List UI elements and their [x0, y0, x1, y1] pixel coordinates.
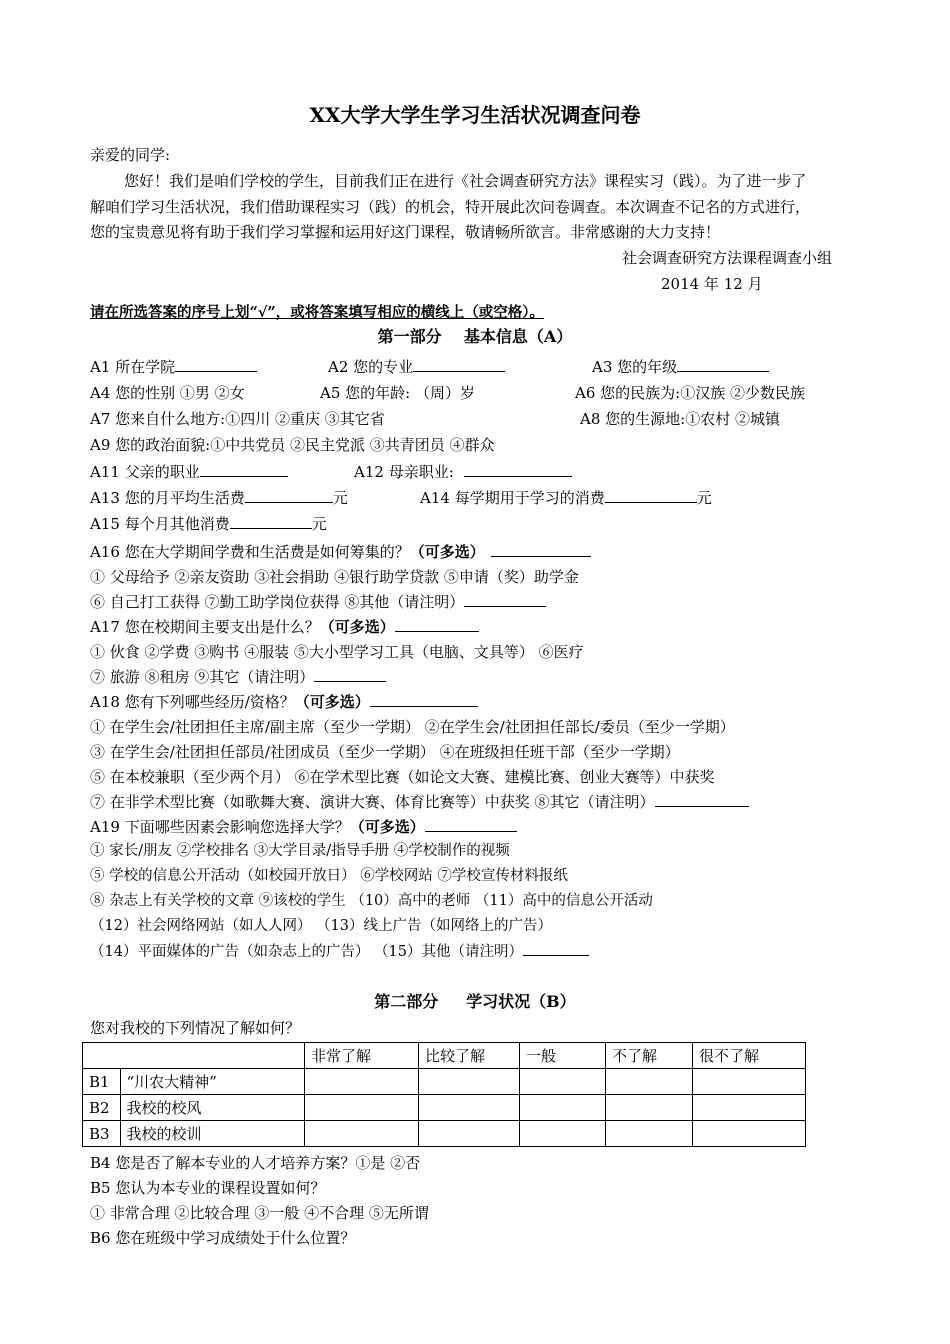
table-row: [83, 1069, 806, 1095]
letter-date: 2014 年 12 月: [661, 275, 763, 293]
question-a9[interactable]: A9 您的政治面貌:①中共党员 ②民主党派 ③共青团员 ④群众: [90, 436, 495, 454]
question-b4[interactable]: B4 您是否了解本专业的人才培养方案？①是 ②否: [90, 1154, 421, 1172]
answer-cell[interactable]: [606, 1095, 693, 1121]
answer-cell[interactable]: [419, 1095, 520, 1121]
question-a14: [420, 488, 712, 508]
a16-options-line-2[interactable]: [90, 592, 546, 612]
a15-label: A15 每个月其他消费: [90, 515, 230, 533]
a2-answer-blank[interactable]: [413, 357, 505, 372]
table-corner-cell: [120, 1043, 305, 1069]
column-header: 非常了解: [305, 1043, 419, 1069]
a17-other-blank[interactable]: [314, 667, 386, 682]
question-a15: [90, 514, 327, 534]
table-header-row: [83, 1043, 806, 1069]
question-a17: [90, 617, 479, 637]
a18-label: A18 您有下列哪些经历/资格？: [90, 693, 295, 711]
table-row: [83, 1095, 806, 1121]
question-b5: B5 您认为本专业的课程设置如何？: [90, 1179, 326, 1197]
question-a11: [90, 462, 288, 482]
column-header: 很不了解: [693, 1043, 806, 1069]
a19-other-blank[interactable]: [523, 941, 589, 956]
answer-cell[interactable]: [305, 1095, 419, 1121]
question-a12: [354, 462, 572, 482]
question-a13: [90, 488, 348, 508]
b5-options[interactable]: ① 非常合理 ②比较合理 ③一般 ④不合理 ⑤无所谓: [90, 1204, 429, 1222]
a17-answer-blank[interactable]: [395, 617, 479, 632]
a17-label: A17 您在校期间主要支出是什么？: [90, 618, 320, 636]
a18-other-blank[interactable]: [655, 792, 749, 807]
awareness-table: [82, 1042, 806, 1147]
row-label: 我校的校风: [120, 1095, 305, 1121]
column-header: 一般: [520, 1043, 606, 1069]
a19-options-line-5[interactable]: [90, 941, 589, 962]
a13-unit: 元: [332, 489, 348, 507]
letter-paragraph-line-3: 您的宝贵意见将有助于我们学习掌握和运用好这门课程，敬请畅所欲言。非常感谢的大力支持！: [90, 223, 721, 241]
a17-options-line-2-text: ⑦ 旅游 ⑧租房 ⑨其它（请注明）: [90, 668, 315, 686]
greeting: 亲爱的同学:: [90, 146, 171, 164]
question-a19: [90, 817, 517, 837]
a12-answer-blank[interactable]: [464, 462, 572, 477]
question-a5[interactable]: A5 您的年龄: （周）岁: [320, 384, 475, 402]
a19-multi-select-note: （可多选）: [349, 818, 425, 836]
a12-label: A12 母亲职业:: [354, 463, 454, 481]
a18-options-line-4[interactable]: [90, 792, 749, 812]
row-id: B3: [83, 1121, 121, 1147]
a19-options-line-3[interactable]: ⑧ 杂志上有关学校的文章 ⑨该校的学生 （10）高中的老师 （11）高中的信息公开活动: [90, 893, 653, 909]
answer-cell[interactable]: [520, 1069, 606, 1095]
question-a1: [90, 357, 257, 377]
a13-answer-blank[interactable]: [245, 488, 333, 503]
question-a2: [328, 357, 505, 377]
row-label: “川农大精神”: [120, 1069, 305, 1095]
a16-label: A16 您在大学期间学费和生活费是如何筹集的？: [90, 543, 410, 561]
answer-cell[interactable]: [520, 1121, 606, 1147]
letter-paragraph-line-2: 解咱们学习生活状况，我们借助课程实习（践）的机会，特开展此次问卷调查。本次调查不记名的方式进行，: [90, 198, 811, 216]
answer-cell[interactable]: [693, 1069, 806, 1095]
a1-label: A1 所在学院: [90, 358, 176, 376]
a17-options-line-2[interactable]: [90, 667, 386, 687]
answer-cell[interactable]: [520, 1095, 606, 1121]
question-a3: [592, 357, 769, 377]
part-one-heading: 第一部分 基本信息（A）: [377, 327, 573, 346]
a11-answer-blank[interactable]: [200, 462, 288, 477]
a19-options-line-2[interactable]: ⑤ 学校的信息公开活动（如校园开放日） ⑥学校网站 ⑦学校宣传材料报纸: [90, 868, 568, 884]
instruction-text: 请在所选答案的序号上划“√”，或将答案填写相应的横线上（或空格）。: [90, 304, 544, 321]
a3-label: A3 您的年级: [592, 358, 678, 376]
a18-answer-blank[interactable]: [370, 692, 478, 707]
column-header: 比较了解: [419, 1043, 520, 1069]
part-two-heading: 第二部分 学习状况（B）: [374, 992, 576, 1011]
a19-options-line-4[interactable]: （12）社会网络网站（如人人网） （13）线上广告（如网络上的广告）: [90, 918, 553, 934]
a14-answer-blank[interactable]: [605, 488, 697, 503]
table-corner-cell: [83, 1043, 121, 1069]
a16-other-blank[interactable]: [464, 592, 546, 607]
question-b6: B6 您在班级中学习成绩处于什么位置？: [90, 1229, 356, 1247]
a19-label: A19 下面哪些因素会影响您选择大学？: [90, 818, 350, 836]
a14-unit: 元: [696, 489, 712, 507]
answer-cell[interactable]: [419, 1121, 520, 1147]
letter-paragraph-line-1: 您好！我们是咱们学校的学生，目前我们正在进行《社会调查研究方法》课程实习（践）。为了进一步了: [124, 172, 807, 190]
question-a7[interactable]: A7 您来自什么地方:①四川 ②重庆 ③其它省: [90, 410, 385, 428]
a15-unit: 元: [311, 515, 327, 533]
a16-options-line-2-text: ⑥ 自己打工获得 ⑦勤工助学岗位获得 ⑧其他（请注明）: [90, 593, 465, 611]
row-id: B2: [83, 1095, 121, 1121]
part-two-intro: 您对我校的下列情况了解如何？: [90, 1019, 301, 1037]
a16-multi-select-note: （可多选）: [409, 543, 485, 561]
answer-cell[interactable]: [606, 1121, 693, 1147]
row-id: B1: [83, 1069, 121, 1095]
question-a18: [90, 692, 478, 712]
a18-options-line-3[interactable]: ⑤ 在本校兼职（至少两个月） ⑥在学术型比赛（如论文大赛、建模比赛、创业大赛等）中获奖: [90, 768, 715, 786]
a18-options-line-4-text: ⑦ 在非学术型比赛（如歌舞大赛、演讲大赛、体育比赛等）中获奖 ⑧其它（请注明）: [90, 793, 655, 811]
a15-answer-blank[interactable]: [230, 514, 312, 529]
answer-cell[interactable]: [305, 1121, 419, 1147]
a19-options-line-5-text: （14）平面媒体的广告（如杂志上的广告） （15）其他（请注明）: [90, 944, 524, 960]
a11-label: A11 父亲的职业: [90, 463, 200, 481]
a19-answer-blank[interactable]: [425, 817, 517, 832]
answer-instruction: [90, 302, 544, 323]
answer-cell[interactable]: [693, 1095, 806, 1121]
question-a16: [90, 542, 591, 562]
answer-cell[interactable]: [419, 1069, 520, 1095]
a19-options-line-1[interactable]: ① 家长/朋友 ②学校排名 ③大学目录/指导手册 ④学校制作的视频: [90, 843, 510, 859]
document-title: XX大学大学生学习生活状况调查问卷: [309, 103, 641, 127]
a14-label: A14 每学期用于学习的消费: [420, 489, 605, 507]
column-header: 不了解: [606, 1043, 693, 1069]
a1-answer-blank[interactable]: [175, 357, 257, 372]
a16-answer-blank[interactable]: [491, 542, 591, 557]
answer-cell[interactable]: [305, 1069, 419, 1095]
answer-cell[interactable]: [693, 1121, 806, 1147]
row-label: 我校的校训: [120, 1121, 305, 1147]
question-a8[interactable]: A8 您的生源地:①农村 ②城镇: [580, 410, 780, 428]
a18-options-line-2[interactable]: ③ 在学生会/社团担任部员/社团成员（至少一学期） ④在班级担任班干部（至少一学期）: [90, 743, 680, 761]
table-row: [83, 1121, 806, 1147]
question-a4[interactable]: A4 您的性别 ①男 ②女: [90, 384, 245, 402]
a2-label: A2 您的专业: [328, 358, 414, 376]
answer-cell[interactable]: [606, 1069, 693, 1095]
a16-options-line-1[interactable]: ① 父母给予 ②亲友资助 ③社会捐助 ④银行助学贷款 ⑤申请（奖）助学金: [90, 568, 579, 586]
a3-answer-blank[interactable]: [677, 357, 769, 372]
a18-options-line-1[interactable]: ① 在学生会/社团担任主席/副主席（至少一学期） ②在学生会/社团担任部长/委员（至少一学期）: [90, 718, 735, 736]
a17-multi-select-note: （可多选）: [319, 618, 395, 636]
signature: 社会调查研究方法课程调查小组: [622, 249, 833, 267]
question-a6[interactable]: A6 您的民族为:①汉族 ②少数民族: [575, 384, 805, 402]
a18-multi-select-note: （可多选）: [294, 693, 370, 711]
a13-label: A13 您的月平均生活费: [90, 489, 245, 507]
a17-options-line-1[interactable]: ① 伙食 ②学费 ③购书 ④服装 ⑤大小型学习工具（电脑、文具等） ⑥医疗: [90, 643, 584, 661]
